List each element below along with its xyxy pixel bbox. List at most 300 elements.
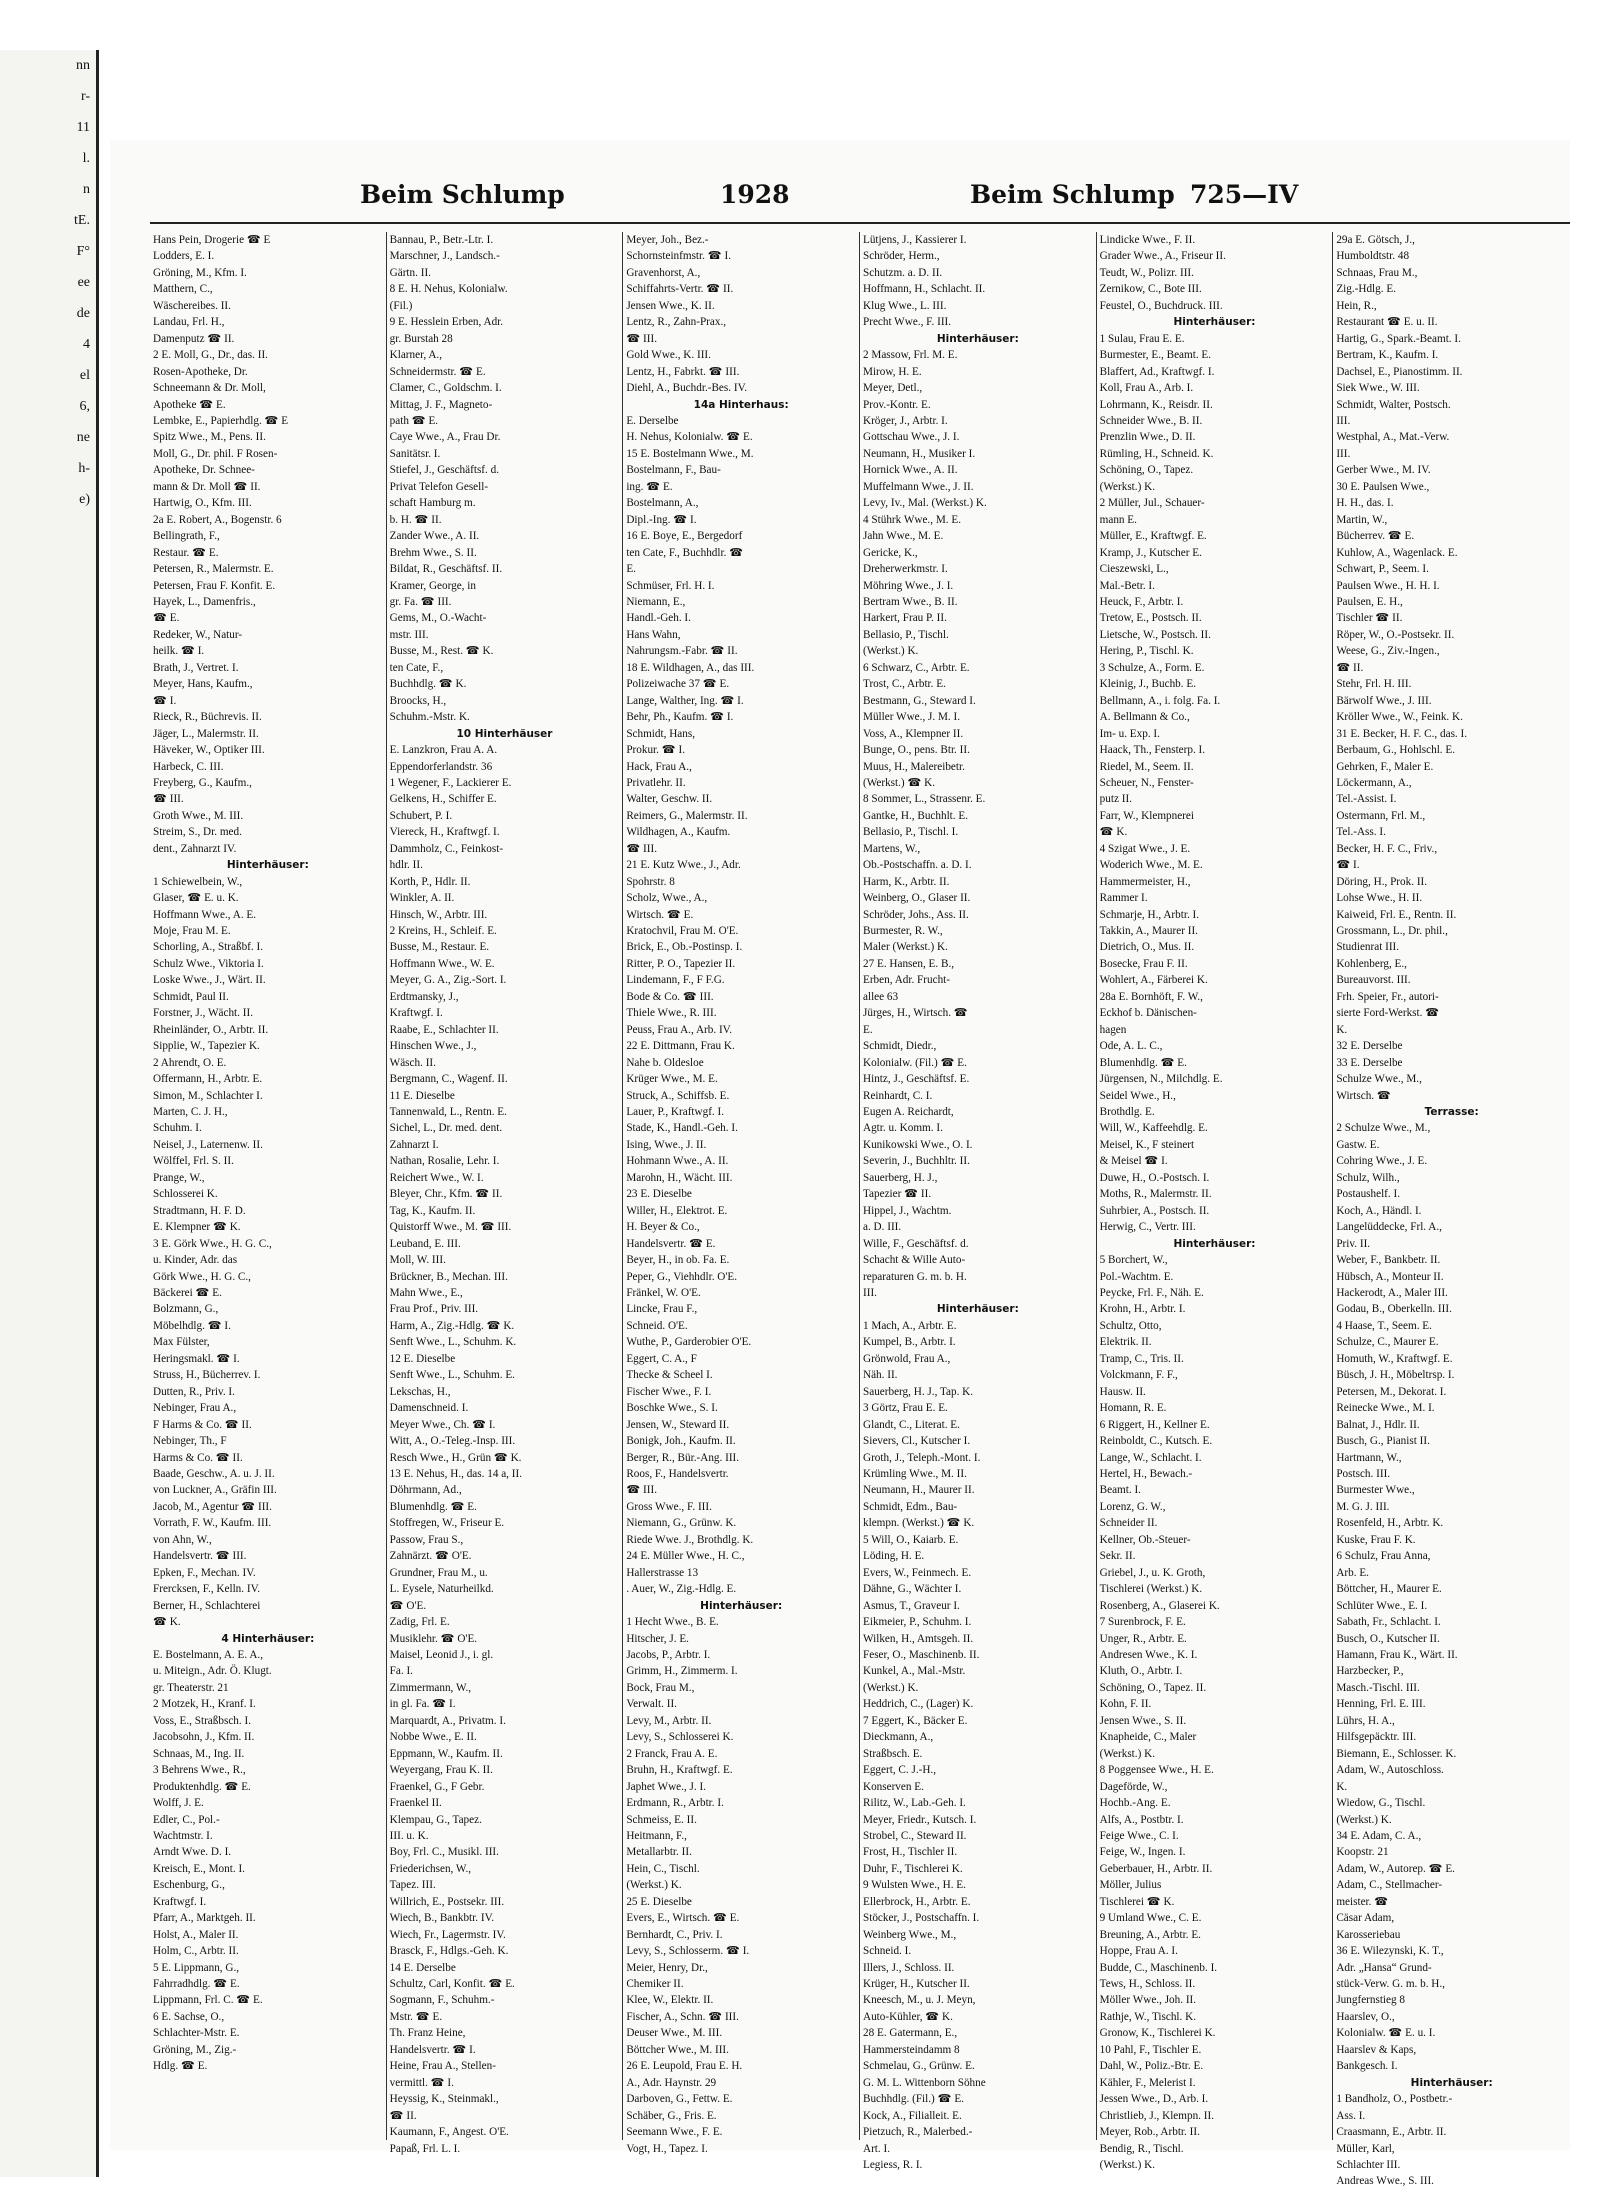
directory-entry: Heyssig, K., Steinmakl., [389,2093,499,2106]
directory-entry: Schornsteinfmstr. ☎ I. [626,250,731,263]
directory-entry: Jensen Wwe., K. II. [626,299,715,312]
directory-entry: Matthern, C., [153,283,213,296]
directory-entry: Schnaas, M., Ing. II. [153,1747,245,1760]
directory-entry: 26 E. Leupold, Frau E. H. [626,2060,743,2073]
directory-entry: Rosenfeld, H., Arbtr. K. [1336,1517,1444,1530]
directory-entry: Niemann, E., [626,595,686,608]
directory-entry: von Luckner, A., Gräfin III. [153,1484,277,1497]
directory-entry: Handelsvertr. ☎ III. [153,1550,247,1563]
directory-entry: Hein, R., [1336,299,1377,312]
directory-entry: 8 E. H. Nehus, Kolonialw. [389,283,508,296]
directory-entry: mstr. III. [389,628,429,641]
directory-entry: Spitz Wwe., M., Pens. II. [153,431,266,444]
directory-entry: Harbeck, C. III. [153,760,224,773]
directory-entry: Korth, P., Hdlr. II. [389,875,471,888]
directory-entry: Meier, Henry, Dr., [626,1961,708,1974]
directory-entry: Bunge, O., pens. Btr. II. [863,744,970,757]
directory-entry: Brehm Wwe., S. II. [389,546,477,559]
directory-entry: Godau, B., Oberkelln. III. [1336,1303,1452,1316]
directory-entry: Sipplie, W., Tapezier K. [153,1040,260,1053]
directory-entry: Tischlerei ☎ K. [1099,1895,1175,1908]
directory-entry: Wäschereibes. II. [153,299,231,312]
directory-entry: gr. Burstah 28 [389,332,453,345]
directory-entry: ☎ II. [1336,661,1364,674]
directory-entry: Handelsvertr. ☎ E. [626,1237,716,1250]
directory-entry: Gehrken, F., Maler E. [1336,760,1434,773]
directory-entry: Nahrungsm.-Fabr. ☎ II. [626,645,738,658]
directory-entry: Blaffert, Ad., Kraftwgf. I. [1099,365,1215,378]
directory-entry: Klempau, G., Tapez. [389,1813,482,1826]
directory-entry: Japhet Wwe., J. I. [626,1780,706,1793]
directory-entry: Krüger, H., Kutscher II. [863,1978,970,1991]
directory-entry: Hoffmann, H., Schlacht. II. [863,283,986,296]
directory-entry: 1 Hecht Wwe., B. E. [626,1616,719,1629]
directory-entry: Ass. I. [1336,2109,1366,2122]
directory-entry: Fraenkel II. [389,1797,442,1810]
directory-entry: Elektrik. II. [1099,1336,1152,1349]
directory-entry: Weinberg, O., Glaser II. [863,892,971,905]
directory-entry: Kolonialw. ☎ E. u. I. [1336,2027,1436,2040]
directory-entry: Petersen, R., Malermstr. E. [153,563,274,576]
directory-entry: Krüger Wwe., M. E. [626,1073,718,1086]
directory-entry: Scholz, Wwe., A., [626,892,708,905]
directory-entry: Jensen, W., Steward II. [626,1418,730,1431]
directory-entry: Roos, F., Handelsvertr. [626,1467,729,1480]
directory-entry: Buchhdlg. ☎ K. [389,678,467,691]
directory-entry: Berbaum, G., Hohlschl. E. [1336,744,1456,757]
directory-entry: Blumenhdlg. ☎ E. [1099,1056,1187,1069]
directory-entry: Mirow, H. E. [863,365,922,378]
directory-entry: dent., Zahnarzt IV. [153,842,237,855]
directory-entry: Riedel, M., Seem. II. [1099,760,1194,773]
directory-entry: Meyer, Hans, Kaufm., [153,678,253,691]
directory-entry: Zahnärzt. ☎ O'E. [389,1550,472,1563]
directory-entry: Döring, H., Prok. II. [1336,875,1428,888]
directory-entry: Auto-Kühler, ☎ K. [863,2010,953,2023]
directory-entry: Schutzm. a. D. II. [863,266,943,279]
directory-entry: Wachtmstr. I. [153,1829,213,1842]
directory-entry: Bärwolf Wwe., J. III. [1336,694,1432,707]
directory-entry: Paulsen, E. H., [1336,595,1403,608]
directory-entry: Reinecke Wwe., M. I. [1336,1402,1435,1415]
edge-fragment: 4 [83,337,90,352]
directory-entry: Grossmann, L., Dr. phil., [1336,925,1448,938]
directory-entry: Schneidermstr. ☎ E. [389,365,486,378]
directory-entry: 22 E. Dittmann, Frau K. [626,1040,735,1053]
directory-entry: Studienrat III. [1336,941,1400,954]
section-heading: Hinterhäuser: [936,1303,1019,1316]
directory-entry: Kuhlow, A., Wagenlack. E. [1336,546,1458,559]
directory-entry: Hack, Frau A., [626,760,692,773]
directory-entry: Cohring Wwe., J. E. [1336,1155,1428,1168]
directory-entry: Schlosserei K. [153,1188,218,1201]
directory-entry: Bäckerei ☎ E. [153,1287,222,1299]
directory-entry: Privat Telefon Gesell- [389,480,489,493]
directory-entry: Feustel, O., Buchdruck. III. [1099,299,1223,312]
directory-entry: Wille, F., Geschäftsf. d. [863,1237,969,1250]
directory-entry: Kohn, F. II. [1099,1698,1152,1711]
directory-entry: Schacht & Wille Auto- [863,1254,966,1267]
directory-entry: Lincke, Frau F., [626,1303,698,1316]
directory-entry: Eppmann, W., Kaufm. II. [389,1747,503,1760]
directory-entry: 8 Poggensee Wwe., H. E. [1099,1764,1214,1777]
directory-entry: H. Beyer & Co., [626,1221,700,1234]
directory-entry: Handelsvertr. ☎ I. [389,2043,476,2056]
directory-entry: Tel.-Ass. I. [1336,826,1386,839]
directory-entry: Kock, A., Filialleit. E. [863,2109,962,2122]
directory-entry: ☎ I. [153,694,177,707]
directory-entry: Holst, A., Maler II. [153,1928,239,1941]
directory-entry: hagen [1099,1023,1127,1036]
directory-entry: gr. Theaterstr. 21 [153,1681,229,1694]
directory-entry: Neumann, H., Musiker I. [863,447,976,460]
edge-fragment: 11 [76,120,90,135]
directory-entry: Weinberg Wwe., M., [863,1928,957,1941]
directory-entry: Dahl, W., Poliz.-Btr. E. [1099,2060,1204,2073]
directory-entry: Wohlert, A., Färberei K. [1099,974,1208,987]
directory-entry: Dammholz, C., Feinkost- [389,842,504,855]
directory-entry: Koll, Frau A., Arb. I. [1099,382,1194,395]
directory-entry: Möbelhdlg. ☎ I. [153,1319,231,1332]
directory-entry: ☎ E. [153,612,180,625]
directory-entry: Kumpel, B., Arbtr. I. [863,1336,956,1349]
directory-entry: Damenputz ☎ II. [153,332,235,345]
directory-entry: Illers, J., Schloss. II. [863,1961,955,1974]
directory-entry: Adr. „Hansa“ Grund- [1336,1961,1432,1974]
directory-entry: Wiech, Fr., Lagermstr. IV. [389,1928,506,1941]
directory-entry: Meyer, G. A., Zig.-Sort. I. [389,974,507,987]
directory-entry: Woderich Wwe., M. E. [1099,859,1203,872]
directory-entry: Jahn Wwe., M. E. [863,530,944,543]
directory-entry: Sichel, L., Dr. med. dent. [389,1122,503,1135]
directory-entry: u. Miteign., Adr. Ö. Klugt. [153,1665,272,1678]
directory-entry: 1 Wegener, F., Lackierer E. [389,776,512,789]
directory-entry: Dachsel, E., Pianostimm. II. [1336,365,1463,378]
directory-entry: Frercksen, F., Kelln. IV. [153,1583,261,1596]
directory-entry: Schmidt, Hans, [626,727,696,740]
directory-entry: Kramer, George, in [389,579,476,592]
directory-entry: Eggert, C. A., F [626,1352,697,1365]
directory-entry: Lodders, E. I. [153,250,215,263]
directory-entry: Schmelau, G., Grünw. E. [863,2060,975,2073]
directory-entry: 28 E. Gatermann, E., [863,2027,958,2040]
directory-column [150,232,387,2140]
directory-entry: Lohrmann, K., Reisdr. II. [1099,398,1213,411]
directory-entry: Meyer, Rob., Arbtr. II. [1099,2126,1200,2139]
directory-entry: Trost, C., Arbtr. E. [863,678,946,691]
directory-entry: (Werkst.) K. [1099,480,1155,493]
directory-entry: Bellasio, P., Tischl. I. [863,826,959,839]
directory-entry: Pfarr, A., Marktgeh. II. [153,1912,256,1925]
directory-entry: Will, W., Kaffeehdlg. E. [1099,1122,1208,1135]
directory-entry: Groth, J., Teleph.-Mont. I. [863,1451,981,1464]
directory-entry: Schlüter Wwe., E. I. [1336,1599,1428,1612]
directory-entry: Meyer, Friedr., Kutsch. I. [863,1813,977,1826]
directory-entry: 29a E. Götsch, J., [1336,234,1415,246]
directory-entry: Dageförde, W., [1099,1780,1168,1793]
directory-entry: Im- u. Exp. I. [1099,727,1160,740]
directory-entry: Brick, E., Ob.-Postinsp. I. [626,941,743,954]
directory-entry: Strobel, C., Steward II. [863,1829,967,1842]
directory-entry: Dreherwerkmstr. I. [863,563,948,576]
directory-entry: Apotheke, Dr. Schnee- [153,464,255,477]
directory-entry: ☎ III. [626,842,658,855]
directory-entry: Landau, Frl. H., [153,316,225,329]
directory-entry: Zimmermann, W., [389,1681,472,1694]
directory-entry: Adam, W., Autorep. ☎ E. [1336,1862,1455,1875]
directory-entry: Hausw. II. [1099,1385,1146,1398]
directory-entry: Precht Wwe., F. III. [863,316,952,329]
directory-entry: Schulz, Wilh., [1336,1171,1400,1184]
directory-entry: 6 E. Sachse, O., [153,2010,225,2023]
directory-entry: Art. I. [863,2142,891,2155]
directory-entry: Wolff, J. E. [153,1797,204,1810]
directory-entry: Kähler, F., Melerist I. [1099,2076,1196,2089]
directory-entry: Busch, G., Pianist II. [1336,1435,1430,1448]
directory-entry: Fraenkel, G., F Gebr. [389,1780,485,1793]
directory-entry: Haack, Th., Fensterp. I. [1099,744,1206,757]
directory-entry: Eggert, C. J.-H., [863,1764,937,1777]
directory-entry: Rheinländer, O., Arbtr. II. [153,1023,269,1036]
directory-entry: Caye Wwe., A., Frau Dr. [389,431,501,444]
directory-entry: Ellerbrock, H., Arbtr. E. [863,1895,971,1908]
directory-entry: Groth Wwe., M. III. [153,809,244,822]
directory-entry: Kramp, J., Kutscher E. [1099,546,1202,559]
directory-entry: 6 Schwarz, C., Arbtr. E. [863,661,970,674]
directory-entry: allee 63 [863,990,899,1003]
directory-entry: 6 Schulz, Frau Anna, [1336,1550,1431,1563]
directory-entry: Restaur. ☎ E. [153,546,219,559]
directory-entry: 10 Pahl, F., Tischler E. [1099,2043,1202,2056]
directory-entry: 7 Eggert, K., Bäcker E. [863,1714,968,1727]
directory-entry: Beyer, H., in ob. Fa. E. [626,1254,730,1267]
directory-entry: Loske Wwe., J., Wärt. II. [153,974,266,987]
directory-entry: Hoppe, Frau A. I. [1099,1945,1178,1958]
directory-entry: (Werkst.) K. [1336,1813,1392,1826]
directory-entry: Ostermann, Frl. M., [1336,809,1426,822]
directory-entry: Clamer, C., Goldschm. I. [389,382,502,395]
header-street-left: Beim Schlump [360,180,565,209]
directory-entry: 27 E. Hansen, E. B., [863,957,955,970]
directory-entry: Hertel, H., Bewach.- [1099,1467,1193,1480]
section-heading: Terrasse: [1424,1106,1479,1119]
directory-entry: Gericke, K., [863,546,918,559]
directory-entry: Dutten, R., Priv. I. [153,1385,235,1398]
directory-entry: Ising, Wwe., J. II. [626,1138,707,1151]
directory-entry: Andresen Wwe., K. I. [1099,1648,1198,1661]
directory-entry: Burmester, E., Beamt. E. [1099,349,1212,362]
directory-entry: Tischler ☎ II. [1336,612,1403,625]
directory-entry: 6 Riggert, H., Kellner E. [1099,1418,1210,1431]
directory-entry: Christlieb, J., Klempn. II. [1099,2109,1215,2122]
directory-entry: Gelkens, H., Schiffer E. [389,793,497,806]
directory-entry: Evers, W., Feinmech. E. [863,1566,972,1579]
directory-entry: Marohn, H., Wächt. III. [626,1171,733,1184]
directory-entry: (Fil.) [389,299,413,312]
directory-entry: Hohmann Wwe., A. II. [626,1155,729,1168]
edge-fragment: ee [77,275,90,290]
directory-entry: a. D. III. [863,1221,902,1234]
directory-entry: Duwe, H., O.-Postsch. I. [1099,1171,1210,1184]
directory-entry: Duhr, F., Tischlerei K. [863,1862,963,1875]
directory-entry: Haarslev & Kaps, [1336,2043,1417,2056]
directory-entry: Jürges, H., Wirtsch. ☎ [863,1007,968,1020]
directory-entry: Henning, Frl. E. III. [1336,1698,1426,1711]
directory-entry: Fahrradhdlg. ☎ E. [153,1978,240,1991]
directory-entry: Kaumann, F., Angest. O'E. [389,2126,509,2139]
directory-entry: Lührs, H. A., [1336,1714,1395,1727]
directory-entry: Busse, M., Rest. ☎ K. [389,645,494,658]
directory-entry: Wölffel, Frl. S. II. [153,1155,234,1168]
directory-entry: Grimm, H., Zimmerm. I. [626,1665,738,1678]
directory-entry: Eppendorferlandstr. 36 [389,760,493,773]
directory-entry: Westphal, A., Mat.-Verw. [1336,431,1450,444]
directory-entry: Budde, C., Maschinenb. I. [1099,1961,1218,1974]
directory-entry: 33 E. Derselbe [1336,1056,1403,1069]
directory-entry: Martin, W., [1336,513,1388,526]
directory-entry: Kratochvil, Frau M. O'E. [626,925,739,938]
directory-entry: Lietsche, W., Postsch. II. [1099,628,1211,641]
directory-entry: Jessen Wwe., D., Arb. I. [1099,2093,1209,2106]
directory-entry: Bildat, R., Geschäftsf. II. [389,563,503,576]
directory-entry: mann & Dr. Moll ☎ II. [153,480,261,493]
directory-entry: Seidel Wwe., H., [1099,1089,1176,1102]
directory-entry: Frost, H., Tischler II. [863,1846,958,1859]
directory-entry: Glandt, C., Literat. E. [863,1418,960,1431]
directory-column [387,232,624,2155]
directory-entry: 3 Behrens Wwe., R., [153,1764,246,1777]
directory-entry: Koopstr. 21 [1336,1846,1389,1859]
directory-entry: Marten, C. J. H., [153,1106,228,1119]
directory-entry: Feige Wwe., C. I. [1099,1829,1179,1842]
directory-entry: Blumenhdlg. ☎ E. [389,1500,477,1513]
directory-entry: Müller, E., Kraftwgf. E. [1099,530,1207,543]
directory-entry: Friederichsen, W., [389,1862,472,1875]
directory-entry: Reimers, G., Malermstr. II. [626,809,748,822]
directory-entry: Harm, A., Zig.-Hdlg. ☎ K. [389,1319,515,1332]
directory-entry: 12 E. Dieselbe [389,1352,456,1365]
directory-entry: Schultz, Otto, [1099,1319,1162,1332]
directory-entry: Edler, C., Pol.- [153,1813,220,1826]
directory-entry: Hayek, L., Damenfris., [153,595,256,608]
directory-entry: F Harms & Co. ☎ II. [153,1418,252,1431]
directory-entry: Adam, C., Stellmacher- [1336,1879,1443,1892]
directory-entry: Schmüser, Frl. H. I. [626,579,715,592]
directory-entry: Levy, Iv., Mal. (Werkst.) K. [863,497,987,510]
directory-entry: Heuck, F., Arbtr. I. [1099,595,1184,608]
directory-entry: Marschner, J., Landsch.- [389,250,500,263]
directory-entry: Brasck, F., Hdlgs.-Geh. K. [389,1945,509,1958]
directory-entry: Peycke, Frl. F., Näh. E. [1099,1287,1204,1299]
directory-entry: Wilken, H., Amtsgeh. II. [863,1632,974,1645]
directory-entry: Levy, S., Schlosserei K. [626,1731,734,1744]
directory-entry: Rosen-Apotheke, Dr. [153,365,248,378]
directory-entry: Wiedow, G., Tischl. [1336,1797,1426,1810]
directory-entry: Spohrstr. 8 [626,875,675,888]
directory-entry: Kröller Wwe., W., Feink. K. [1336,711,1463,724]
directory-entry: Max Fülster, [153,1336,210,1349]
directory-entry: Farr, W., Klempnerei [1099,809,1194,822]
directory-entry: Hackerodt, A., Maler III. [1336,1287,1448,1299]
directory-entry: u. Kinder, Adr. das [153,1254,238,1267]
directory-entry: Schneid. I. [863,1945,912,1958]
directory-entry: Prov.-Kontr. E. [863,398,931,411]
directory-entry: reparaturen G. m. b. H. [863,1270,967,1283]
edge-fragment: h- [78,461,90,476]
directory-entry: Eugen A. Reichardt, [863,1106,954,1119]
directory-entry: Gems, M., O.-Wacht- [389,612,487,625]
directory-entry: Schlachter III. [1336,2159,1401,2172]
directory-entry: 3 Görtz, Frau E. E. [863,1402,948,1415]
previous-page-edge [0,50,99,2177]
directory-entry: Harms & Co. ☎ II. [153,1451,243,1464]
directory-entry: Moths, R., Malermstr. II. [1099,1188,1212,1201]
directory-entry: Bergmann, C., Wagenf. II. [389,1073,508,1086]
directory-entry: 1 Bandholz, O., Postbetr.- [1336,2093,1453,2106]
directory-entry: Dietrich, O., Mus. II. [1099,941,1195,954]
directory-entry: Peuss, Frau A., Arb. IV. [626,1023,733,1036]
directory-entry: Rieck, R., Büchrevis. II. [153,711,262,724]
directory-entry: Stöcker, J., Postschaffn. I. [863,1912,980,1925]
directory-entry: Hammermeister, H., [1099,875,1191,888]
directory-entry: Adam, W., Autoschloss. [1336,1764,1444,1777]
directory-entry: Petersen, M., Dekorat. I. [1336,1385,1447,1398]
directory-entry: Möhring Wwe., J. I. [863,579,954,592]
directory-entry: Fa. I. [389,1665,413,1678]
directory-column [1333,232,1570,2188]
directory-entry: Raabe, E., Schlachter II. [389,1023,499,1036]
directory-entry: Klarner, A., [389,349,443,362]
directory-entry: Möller Wwe., Joh. II. [1099,1994,1197,2007]
directory-entry: Harm, K., Arbtr. II. [863,875,950,888]
directory-entry: Hinschen Wwe., J., [389,1040,477,1053]
directory-entry: Schlachter-Mstr. E. [153,2027,240,2040]
directory-entry: Geberbauer, H., Arbtr. II. [1099,1862,1213,1875]
directory-entry: Thecke & Scheel I. [626,1369,713,1382]
directory-entry: Tapez. III. [389,1879,436,1892]
directory-entry: Straßbsch. E. [863,1747,923,1760]
directory-entry: Schmarje, H., Arbtr. I. [1099,908,1200,921]
directory-entry: Gärtn. II. [389,266,431,279]
directory-entry: Busse, M., Restaur. E. [389,941,490,954]
directory-entry: Brath, J., Vertret. I. [153,661,239,674]
directory-entry: Simon, M., Schlachter I. [153,1089,263,1102]
directory-entry: von Ahn, W., [153,1533,212,1546]
directory-entry: Gastw. E. [1336,1138,1380,1151]
directory-entry: Moje, Frau M. E. [153,925,231,938]
directory-entry: 30 E. Paulsen Wwe., [1336,480,1430,493]
directory-entry: Wildhagen, A., Kaufm. [626,826,731,839]
directory-entry: (Werkst.) ☎ K. [863,776,936,789]
directory-entry: Sabath, Fr., Schlacht. I. [1336,1616,1441,1629]
directory-entry: Bonigk, Joh., Kaufm. II. [626,1435,736,1448]
directory-entry: Hamann, Frau K., Wärt. II. [1336,1648,1458,1661]
directory-entry: Meyer, Detl., [863,382,923,395]
directory-entry: Kunikowski Wwe., O. I. [863,1138,973,1151]
directory-entry: 34 E. Adam, C. A., [1336,1829,1422,1842]
directory-entry: III. u. K. [389,1829,429,1842]
directory-entry: 4 Szigat Wwe., J. E. [1099,842,1191,855]
edge-fragment: l. [82,151,90,166]
edge-fragment: nn [76,58,90,73]
directory-entry: Feser, O., Maschinenb. II. [863,1648,980,1661]
directory-entry: Siek Wwe., W. III. [1336,382,1420,395]
directory-entry: Wirtsch. ☎ [1336,1089,1391,1102]
directory-entry: Willrich, E., Postsekr. III. [389,1895,505,1908]
directory-entry: Lohse Wwe., H. II. [1336,892,1423,905]
directory-entry: Baade, Geschw., A. u. J. II. [153,1467,275,1480]
section-heading: Hinterhäuser: [936,332,1019,345]
